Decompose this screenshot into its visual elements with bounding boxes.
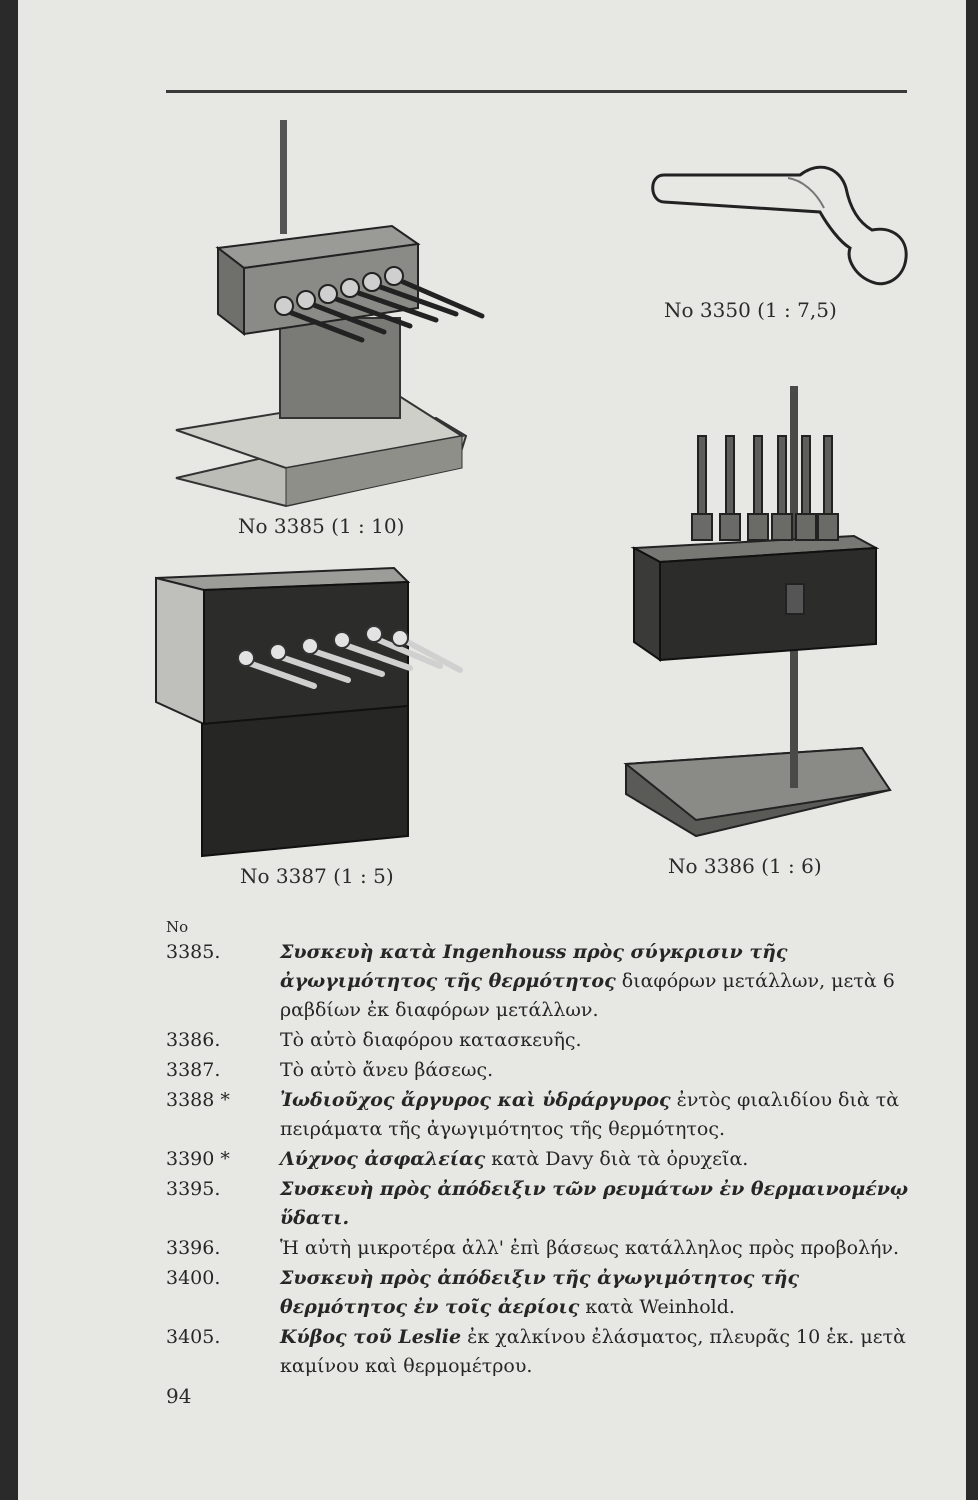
entry-number: 3385. [166, 941, 221, 963]
entry-term: Συσκευὴ κατὰ Ingenhouss πρὸς σύγκρισιν τῆς ἀγωγιμότητος τῆς θερμότητος [280, 941, 788, 992]
entry-term: Λύχνος ἀσφαλείας [280, 1148, 486, 1170]
figure-3350-illustration [640, 150, 914, 290]
catalog-entry-3388 [166, 1086, 926, 1144]
entry-text: κατὰ Davy διὰ τὰ ὀρυχεῖα. [485, 1148, 749, 1170]
catalog-entry-3395 [166, 1175, 926, 1233]
page-number: 94 [166, 1384, 192, 1408]
entry-number: 3390 * [166, 1148, 230, 1170]
entry-text: διαφόρων μετάλλων, μετὰ 6 ραβδίων ἐκ διαφόρων μετάλλων. [280, 970, 895, 1021]
catalog-entry-3405 [166, 1323, 926, 1381]
figure-3386-illustration [622, 384, 912, 838]
catalog-entry-list [166, 918, 926, 1382]
entry-text: κατὰ Weinhold. [579, 1296, 735, 1318]
entry-text: Ἡ αὐτὴ μικροτέρα ἀλλ' ἐπὶ βάσεως κατάλληλος πρὸς προβολήν. [280, 1237, 900, 1259]
entry-number: 3395. [166, 1178, 221, 1200]
figure-3387-caption: No 3387 (1 : 5) [240, 864, 394, 888]
entry-text: ἐντὸς φιαλιδίου διὰ τὰ πειράματα τῆς ἀγωγιμότητος τῆς θερμότητος. [280, 1089, 900, 1140]
entry-number: 3405. [166, 1326, 221, 1348]
catalog-entry-3385 [166, 938, 926, 1025]
figure-3350-caption: No 3350 (1 : 7,5) [664, 298, 837, 322]
catalog-entry-3386 [166, 1026, 926, 1055]
figure-3385-caption: No 3385 (1 : 10) [238, 514, 405, 538]
entry-term: Συσκευὴ πρὸς ἀπόδειξιν τῆς ἀγωγιμότητος τῆς θερμότητος ἐν τοῖς ἀερίοις [280, 1267, 800, 1318]
catalog-page [18, 0, 966, 1500]
entry-number: 3400. [166, 1267, 221, 1289]
entry-term: Ἰωδιοῦχος ἄργυρος καὶ ὑδράργυρος [280, 1089, 671, 1111]
figure-3385-illustration [156, 118, 496, 510]
figure-3387-illustration [154, 566, 474, 860]
entry-term: Συσκευὴ πρὸς ἀπόδειξιν τῶν ρευμάτων ἐν θερμαινομένῳ ὕδατι. [280, 1178, 909, 1229]
figure-3386-caption: No 3386 (1 : 6) [668, 854, 822, 878]
catalog-entry-3400 [166, 1264, 926, 1322]
catalog-entry-3390 [166, 1145, 926, 1174]
entry-number: 3388 * [166, 1089, 230, 1111]
list-header: No [166, 918, 189, 936]
catalog-entry-3396 [166, 1234, 926, 1263]
entry-number: 3396. [166, 1237, 221, 1259]
entry-text: ἐκ χαλκίνου ἐλάσματος, πλευρᾶς 10 ἑκ. μετὰ καμίνου καὶ θερμομέτρου. [280, 1326, 906, 1377]
entry-text: Τὸ αὐτὸ διαφόρου κατασκευῆς. [280, 1029, 582, 1051]
catalog-entry-3387 [166, 1056, 926, 1085]
entry-text: Τὸ αὐτὸ ἄνευ βάσεως. [280, 1059, 494, 1081]
entry-number: 3387. [166, 1059, 221, 1081]
entry-number: 3386. [166, 1029, 221, 1051]
header-rule [166, 90, 907, 93]
entry-term: Κύβος τοῦ Leslie [280, 1326, 462, 1348]
